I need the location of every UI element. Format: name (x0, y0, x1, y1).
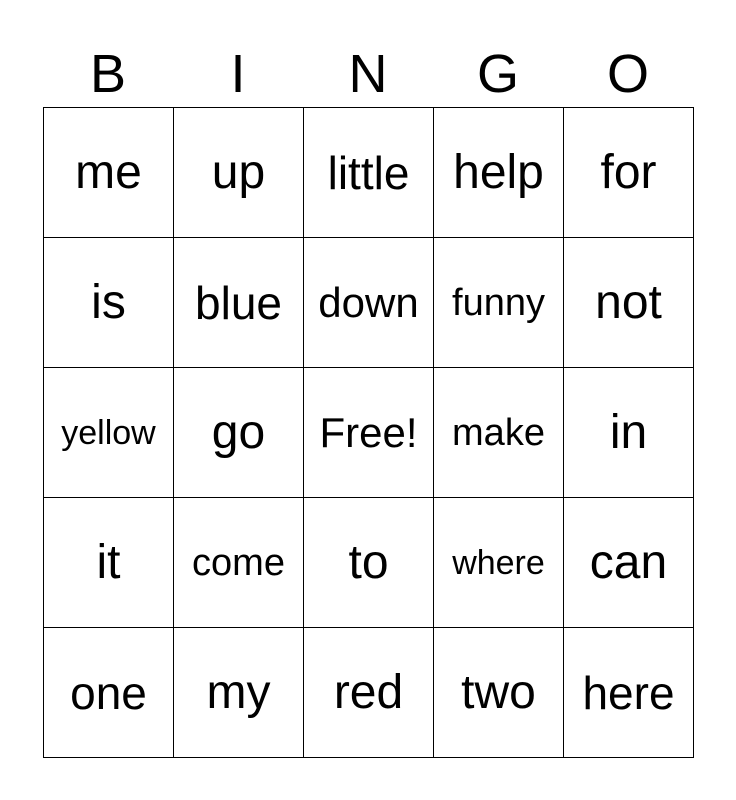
header-letter-o: O (606, 44, 649, 104)
bingo-cell[interactable]: go (174, 368, 304, 498)
bingo-cell[interactable]: come (174, 498, 304, 628)
bingo-cell[interactable]: down (304, 238, 434, 368)
bingo-cell[interactable]: where (434, 498, 564, 628)
header-letter-i: I (230, 44, 246, 104)
bingo-cell[interactable]: little (304, 108, 434, 238)
bingo-cell[interactable]: for (564, 108, 694, 238)
bingo-cell[interactable]: make (434, 368, 564, 498)
bingo-cell[interactable]: one (44, 628, 174, 758)
bingo-cell[interactable]: here (564, 628, 694, 758)
bingo-cell[interactable]: yellow (44, 368, 174, 498)
bingo-header (43, 40, 693, 108)
bingo-cell[interactable]: in (564, 368, 694, 498)
bingo-cell[interactable]: two (434, 628, 564, 758)
bingo-card (43, 107, 694, 758)
bingo-cell[interactable]: not (564, 238, 694, 368)
header-letter-n: N (348, 44, 388, 104)
bingo-cell[interactable]: up (174, 108, 304, 238)
bingo-cell[interactable]: my (174, 628, 304, 758)
bingo-cell[interactable]: funny (434, 238, 564, 368)
bingo-cell[interactable]: help (434, 108, 564, 238)
header-letter-b: B (89, 44, 127, 104)
bingo-cell[interactable]: red (304, 628, 434, 758)
bingo-cell[interactable]: it (44, 498, 174, 628)
bingo-cell[interactable]: can (564, 498, 694, 628)
bingo-cell[interactable]: is (44, 238, 174, 368)
header-letter-g: G (476, 44, 519, 104)
bingo-cell[interactable]: to (304, 498, 434, 628)
free-space[interactable]: Free! (304, 368, 434, 498)
bingo-cell[interactable]: me (44, 108, 174, 238)
bingo-cell[interactable]: blue (174, 238, 304, 368)
